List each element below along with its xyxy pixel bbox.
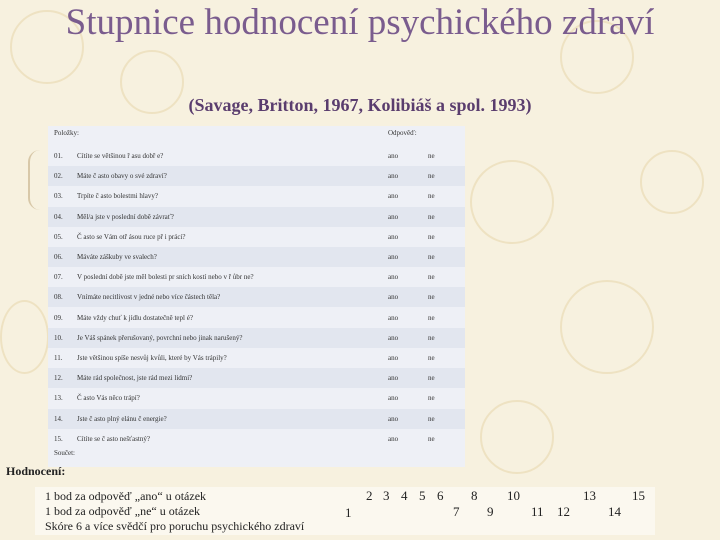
evaluation-line: 1 bod za odpověď „ano“ u otázek [45, 489, 207, 503]
table-row [48, 186, 465, 206]
table-row [48, 388, 465, 408]
cell-a1: ano [388, 192, 399, 201]
background-swirl [0, 300, 49, 374]
cell-question: Cítíte se většinou ř asu dobř e? [77, 152, 164, 160]
cell-question: Máte rád společnost, jste rád mezi lidmi? [77, 374, 193, 383]
cell-num: 10. [54, 333, 63, 342]
cell-num: 08. [54, 293, 63, 302]
cell-question: Trpíte č asto bolestmi hlavy? [77, 192, 159, 201]
cell-num: 13. [54, 394, 63, 403]
table-row [48, 207, 465, 227]
cell-a1: ano [388, 293, 399, 302]
cell-a1: ano [388, 434, 399, 443]
cell-num: 02. [54, 172, 63, 181]
cell-a2: ne [428, 212, 435, 221]
question-number: 2 [366, 488, 373, 503]
cell-a1: ano [388, 374, 399, 383]
cell-question: Č asto Vás něco trápí? [77, 394, 140, 403]
cell-num: 11. [54, 354, 63, 362]
cell-a2: ne [428, 414, 435, 423]
cell-a1: ano [388, 394, 399, 403]
cell-question: V poslední době jste měl bolesti pr sních kostí nebo v ř ůbr ne? [77, 273, 254, 282]
cell-num: 14. [54, 414, 63, 423]
question-number: 9 [487, 504, 494, 519]
question-number: 6 [437, 488, 444, 503]
question-number: 8 [471, 488, 478, 503]
cell-a2: ne [428, 152, 435, 160]
cell-question: Jste č asto plný elánu č energie? [77, 414, 167, 423]
table-row [48, 328, 465, 348]
question-number: 4 [401, 488, 408, 503]
question-number: 13 [583, 488, 596, 503]
question-number: 11 [531, 504, 544, 519]
table-footer-sum: Součet: [54, 449, 75, 457]
page-title: Stupnice hodnocení psychického zdraví [65, 2, 655, 43]
question-number: 10 [507, 488, 520, 503]
cell-a1: ano [388, 253, 399, 261]
cell-num: 06. [54, 253, 63, 261]
cell-num: 04. [54, 212, 63, 221]
table-row [48, 287, 465, 307]
background-swirl [560, 280, 654, 374]
table-row [48, 368, 465, 388]
cell-num: 15. [54, 434, 63, 443]
cell-a2: ne [428, 354, 435, 362]
cell-a1: ano [388, 212, 399, 221]
cell-a1: ano [388, 172, 399, 181]
cell-a1: ano [388, 152, 399, 160]
table-row [48, 409, 465, 429]
question-number: 14 [608, 504, 621, 519]
cell-a1: ano [388, 354, 399, 362]
table-row [48, 429, 465, 449]
header-items: Položky: [54, 129, 79, 137]
header-answers: Odpověď: [388, 129, 417, 137]
table-row [48, 308, 465, 328]
cell-question: Měl/a jste v poslední době závrať? [77, 212, 174, 221]
cell-a1: ano [388, 313, 399, 322]
question-number: 3 [383, 488, 390, 503]
question-number: 5 [419, 488, 426, 503]
cell-question: Máváte záškuby ve svalech? [77, 253, 157, 261]
cell-question: Cítíte se č asto nešťastný? [77, 434, 150, 443]
background-swirl [470, 160, 554, 244]
cell-num: 09. [54, 313, 63, 322]
cell-a2: ne [428, 313, 435, 322]
background-swirl [480, 400, 554, 474]
cell-a2: ne [428, 253, 435, 261]
evaluation-label: Hodnocení: [6, 464, 66, 478]
cell-a1: ano [388, 414, 399, 423]
cell-a2: ne [428, 172, 435, 181]
cell-a2: ne [428, 374, 435, 383]
cell-a2: ne [428, 394, 435, 403]
evaluation-line: Skóre 6 a více svědčí pro poruchu psychického zdraví [45, 519, 305, 533]
cell-question: Č asto se Vám otř ásou ruce př i práci? [77, 232, 186, 241]
question-number: 1 [345, 505, 352, 520]
cell-a1: ano [388, 232, 399, 241]
question-number: 7 [453, 504, 460, 519]
question-number: 12 [557, 504, 570, 519]
cell-num: 03. [54, 192, 63, 201]
cell-question: Jste většinou spíše nesvůj kvůli, které by Vás trápily? [77, 354, 227, 362]
cell-a2: ne [428, 333, 435, 342]
cell-a2: ne [428, 434, 435, 443]
background-swirl [640, 150, 704, 214]
cell-a1: ano [388, 273, 399, 282]
page-subtitle: (Savage, Britton, 1967, Kolibiáš a spol. 1993) [188, 95, 532, 115]
cell-question: Máte č asto obavy o své zdraví? [77, 172, 167, 181]
cell-a2: ne [428, 232, 435, 241]
cell-a2: ne [428, 293, 435, 302]
table-row [48, 267, 465, 287]
cell-question: Je Váš spánek přerušovaný, povrchní nebo jinak narušený? [77, 333, 243, 342]
cell-question: Máte vždy chuť k jídlu dostatečně tepl é? [77, 313, 193, 322]
cell-num: 01. [54, 152, 63, 160]
cell-num: 12. [54, 374, 63, 383]
table-row [48, 166, 465, 186]
question-number: 15 [632, 488, 645, 503]
table-row [48, 227, 465, 247]
cell-question: Vnímáte necitlivost v jedné nebo více částech těla? [77, 293, 221, 302]
table-row [48, 348, 465, 368]
cell-a1: ano [388, 333, 399, 342]
cell-num: 05. [54, 232, 63, 241]
table-row [48, 146, 465, 166]
table-row [48, 247, 465, 267]
evaluation-line: 1 bod za odpověď „ne“ u otázek [45, 504, 201, 518]
questionnaire-table [48, 126, 465, 467]
decorative-bracket [28, 150, 42, 210]
cell-num: 07. [54, 273, 63, 282]
cell-a2: ne [428, 273, 435, 282]
cell-a2: ne [428, 192, 435, 201]
